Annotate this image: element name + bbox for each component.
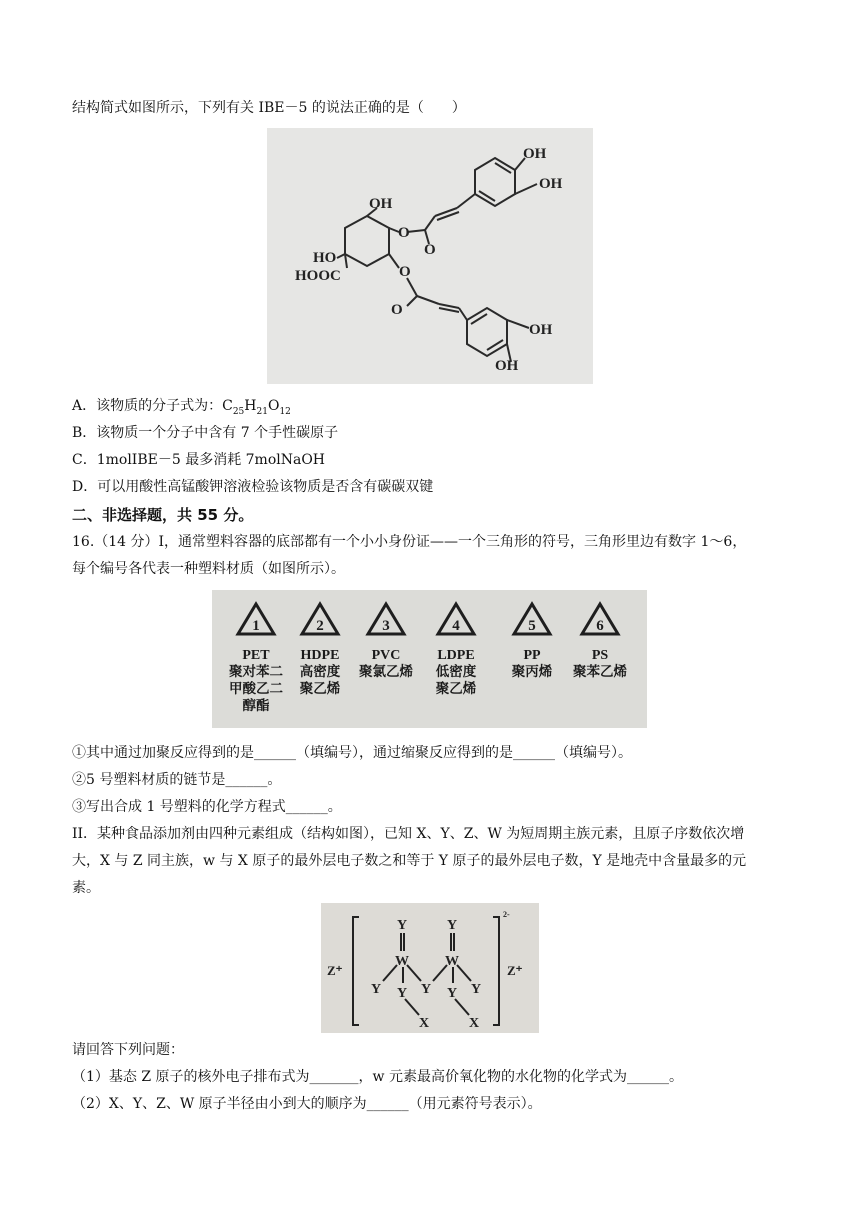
option-a: A．该物质的分子式为：$C_{25}H_{21}O_{12}$ bbox=[72, 398, 291, 417]
ion-z-left: Z⁺ bbox=[327, 963, 343, 978]
answer-1: （1）基态 Z 原子的核外电子排布式为_______，w 元素最高价氧化物的水化物的化学式为______。 bbox=[72, 1069, 683, 1085]
plastic-1: PET 聚对苯二 甲酸乙二 醇酯 bbox=[229, 648, 283, 714]
ion-y-mid2: Y bbox=[421, 982, 432, 997]
label-o-carbonyl1: O bbox=[424, 242, 436, 258]
ion-x2: X bbox=[469, 1016, 480, 1031]
label-o-ester2: O bbox=[399, 264, 411, 280]
q16-line2: 每个编号各代表一种塑料材质（如图所示）。 bbox=[72, 561, 345, 577]
label-hooc: HOOC bbox=[295, 268, 341, 284]
part2-line2: 大，X 与 Z 同主族，w 与 X 原子的最外层电子数之和等于 Y 原子的最外层电子数，Y 是地壳中含量最多的元 bbox=[72, 853, 747, 869]
label-oh-bot1: OH bbox=[529, 322, 553, 338]
ion-x1: X bbox=[419, 1016, 430, 1031]
answer-2: （2）X、Y、Z、W 原子半径由小到大的顺序为______（用元素符号表示）。 bbox=[72, 1096, 542, 1112]
subquestion-3: ③写出合成 1 号塑料的化学方程式______。 bbox=[72, 799, 342, 815]
label-o-carbonyl2: O bbox=[391, 302, 403, 318]
recycle-num-2: 2 bbox=[316, 618, 324, 634]
molecule-diagram bbox=[267, 128, 593, 384]
ion-y-mid3: Y bbox=[447, 986, 458, 1001]
subquestion-2: ②5 号塑料材质的链节是______。 bbox=[72, 772, 282, 788]
question-intro: 结构简式如图所示，下列有关 IBE－5 的说法正确的是（ ） bbox=[72, 100, 466, 116]
ion-y-right: Y bbox=[471, 982, 482, 997]
ion-structure-image bbox=[321, 903, 539, 1033]
label-oh-ring: OH bbox=[369, 196, 393, 212]
option-c: C．1molIBE－5 最多消耗 7molNaOH bbox=[72, 452, 326, 468]
recycle-num-4: 4 bbox=[452, 618, 460, 634]
option-d: D．可以用酸性高锰酸钾溶液检验该物质是否含有碳碳双键 bbox=[72, 479, 434, 495]
q16-line1: 16.（14 分）I，通常塑料容器的底部都有一个小小身份证——一个三角形的符号，三角形里边有数字 1～6， bbox=[72, 534, 747, 550]
part2-line3: 素。 bbox=[72, 880, 100, 896]
ion-w1: W bbox=[395, 954, 409, 969]
label-oh-top1: OH bbox=[523, 146, 547, 162]
ion-y-mid1: Y bbox=[397, 986, 408, 1001]
ion-y-left: Y bbox=[371, 982, 382, 997]
ion-charge: 2- bbox=[503, 910, 510, 919]
section-title: 二、非选择题，共 55 分。 bbox=[72, 506, 254, 524]
ion-z-right: Z⁺ bbox=[507, 963, 523, 978]
ion-y-top1: Y bbox=[397, 918, 408, 933]
plastic-3: PVC 聚氯乙烯 bbox=[359, 648, 413, 680]
label-oh-bot2: OH bbox=[495, 358, 519, 374]
plastic-4: LDPE 低密度 聚乙烯 bbox=[435, 648, 477, 697]
plastic-6: PS 聚苯乙烯 bbox=[573, 648, 627, 680]
subquestion-1: ①其中通过加聚反应得到的是______（填编号），通过缩聚反应得到的是______（填编号）。 bbox=[72, 745, 632, 761]
ion-y-top2: Y bbox=[447, 918, 458, 933]
recycle-num-5: 5 bbox=[528, 618, 536, 634]
recycle-num-1: 1 bbox=[252, 618, 260, 634]
answer-intro: 请回答下列问题： bbox=[72, 1042, 184, 1058]
label-oh-top2: OH bbox=[539, 176, 563, 192]
part2-line1: II．某种食品添加剂由四种元素组成（结构如图），已知 X、Y、Z、W 为短周期主族元素，且原子序数依次增 bbox=[72, 826, 745, 842]
ion-w2: W bbox=[445, 954, 459, 969]
ibe5-structure-image bbox=[267, 128, 593, 384]
ion-diagram bbox=[321, 903, 539, 1033]
label-o-ester1: O bbox=[398, 225, 410, 241]
recycle-num-3: 3 bbox=[382, 618, 390, 634]
plastic-2: HDPE 高密度 聚乙烯 bbox=[299, 648, 341, 697]
label-ho: HO bbox=[313, 250, 337, 266]
plastic-codes-image bbox=[212, 590, 647, 728]
recycle-num-6: 6 bbox=[596, 618, 604, 634]
option-b: B．该物质一个分子中含有 7 个手性碳原子 bbox=[72, 425, 339, 441]
plastic-5: PP 聚丙烯 bbox=[511, 648, 553, 680]
